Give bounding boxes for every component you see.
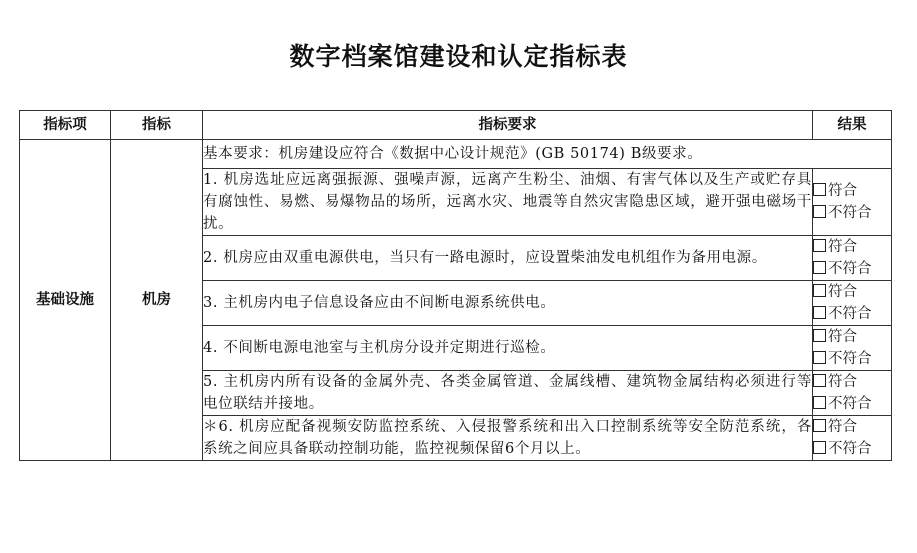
- option-conform[interactable]: [813, 180, 891, 202]
- option-conform[interactable]: [813, 326, 891, 348]
- requirement-text: 4. 不间断电源电池室与主机房分设并定期进行巡检。: [203, 326, 813, 371]
- checkbox-icon[interactable]: [813, 183, 826, 196]
- checkbox-icon[interactable]: [813, 374, 826, 387]
- checkbox-icon[interactable]: [813, 441, 826, 454]
- requirement-text: 3. 主机房内电子信息设备应由不间断电源系统供电。: [203, 281, 813, 326]
- option-nonconform[interactable]: [813, 348, 891, 370]
- option-label: 不符合: [828, 441, 872, 457]
- option-label: 符合: [828, 183, 857, 199]
- result-cell: [813, 169, 892, 236]
- option-nonconform[interactable]: [813, 438, 891, 460]
- option-label: 符合: [828, 329, 857, 345]
- checkbox-icon[interactable]: [813, 261, 826, 274]
- checkbox-icon[interactable]: [813, 396, 826, 409]
- table-row-basic: [20, 140, 892, 169]
- result-cell: [813, 416, 892, 461]
- option-conform[interactable]: [813, 416, 891, 438]
- option-nonconform[interactable]: [813, 393, 891, 415]
- option-nonconform[interactable]: [813, 258, 891, 280]
- checkbox-icon[interactable]: [813, 284, 826, 297]
- option-conform[interactable]: [813, 371, 891, 393]
- page-title: 数字档案馆建设和认定指标表: [289, 42, 628, 71]
- option-label: 不符合: [828, 351, 872, 367]
- requirement-text: 2. 机房应由双重电源供电，当只有一路电源时，应设置柴油发电机组作为备用电源。: [203, 236, 813, 281]
- checkbox-icon[interactable]: [813, 419, 826, 432]
- result-cell: [813, 281, 892, 326]
- option-label: 不符合: [828, 306, 872, 322]
- basic-requirement: 基本要求：机房建设应符合《数据中心设计规范》(GB 50174) B级要求。: [203, 140, 892, 169]
- option-label: 不符合: [828, 205, 872, 221]
- table-header-row: [20, 111, 892, 140]
- option-label: 符合: [828, 374, 857, 390]
- checkbox-icon[interactable]: [813, 329, 826, 342]
- checkbox-icon[interactable]: [813, 205, 826, 218]
- option-conform[interactable]: [813, 281, 891, 303]
- option-label: 符合: [828, 239, 857, 255]
- checkbox-icon[interactable]: [813, 239, 826, 252]
- requirement-text: ＊6. 机房应配备视频安防监控系统、入侵报警系统和出入口控制系统等安全防范系统，各系统之间应具备联动控制功能，监控视频保留6个月以上。: [203, 416, 813, 461]
- header-category: 指标项: [20, 111, 111, 140]
- result-cell: [813, 236, 892, 281]
- checkbox-icon[interactable]: [813, 306, 826, 319]
- result-cell: [813, 326, 892, 371]
- option-nonconform[interactable]: [813, 303, 891, 325]
- option-label: 符合: [828, 419, 857, 435]
- option-label: 不符合: [828, 396, 872, 412]
- option-nonconform[interactable]: [813, 202, 891, 224]
- header-indicator: 指标: [111, 111, 203, 140]
- header-result: 结果: [813, 111, 892, 140]
- option-label: 不符合: [828, 261, 872, 277]
- option-conform[interactable]: [813, 236, 891, 258]
- result-cell: [813, 371, 892, 416]
- option-label: 符合: [828, 284, 857, 300]
- header-requirement: 指标要求: [203, 111, 813, 140]
- category-cell: 基础设施: [20, 140, 111, 461]
- indicator-cell: 机房: [111, 140, 203, 461]
- checkbox-icon[interactable]: [813, 351, 826, 364]
- indicator-table: [19, 110, 892, 461]
- requirement-text: 1. 机房选址应远离强振源、强噪声源，远离产生粉尘、油烟、有害气体以及生产或贮存具有腐蚀性、易燃、易爆物品的场所，远离水灾、地震等自然灾害隐患区域，避开强电磁场干扰。: [203, 169, 813, 236]
- requirement-text: 5. 主机房内所有设备的金属外壳、各类金属管道、金属线槽、建筑物金属结构必须进行等电位联结并接地。: [203, 371, 813, 416]
